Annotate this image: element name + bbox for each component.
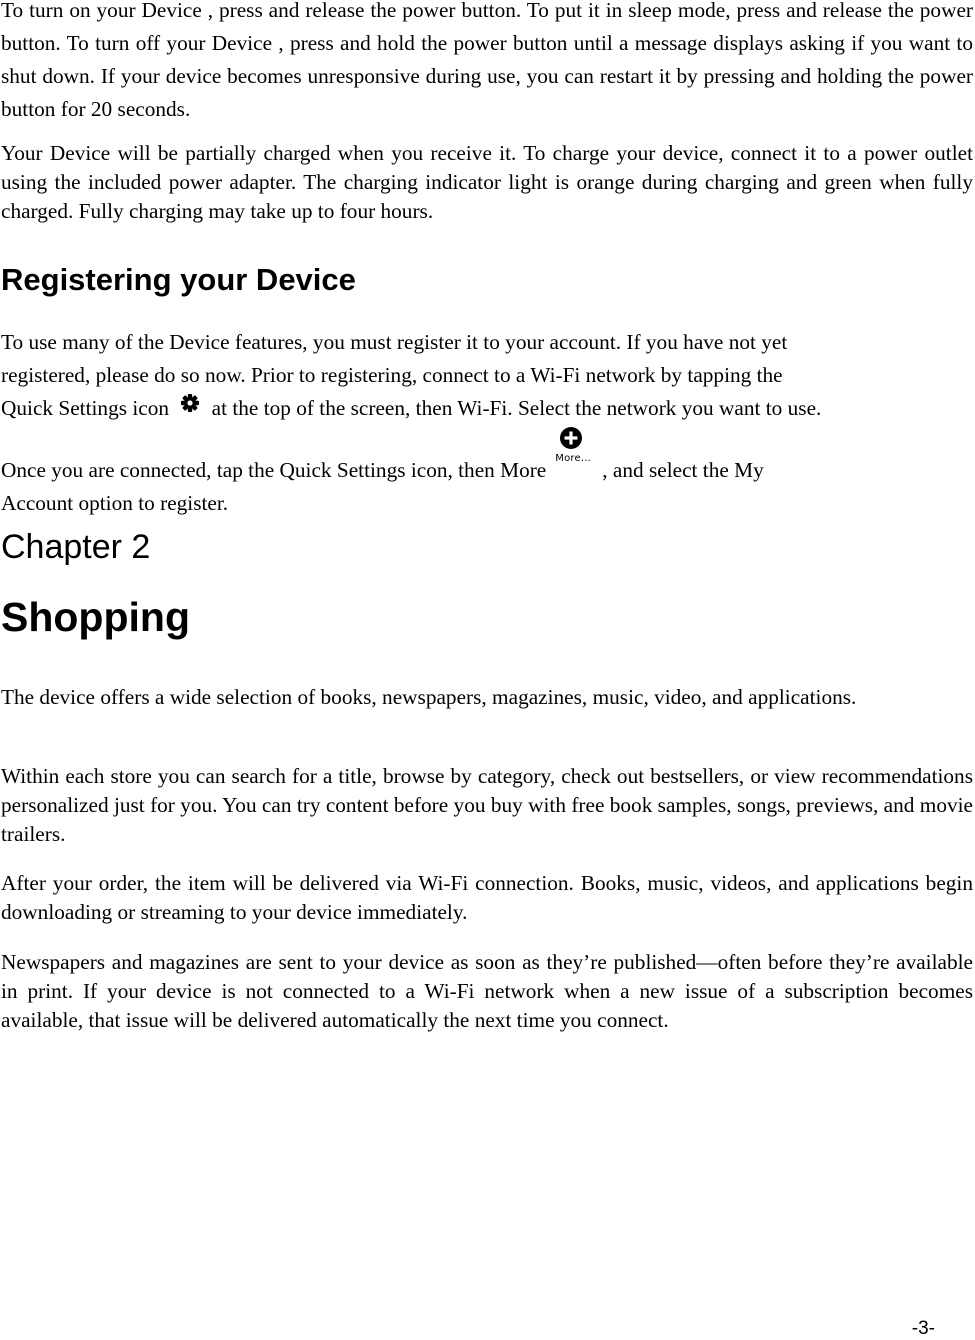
registering-line-3-end: at the top of the screen, then Wi-Fi. Select the network you want to use. [211,396,822,420]
registering-paragraph [1,326,973,425]
registering-line-1: To use many of the Device features, you must register it to your account. If you have not yet [1,330,788,354]
shopping-paragraph-3: After your order, the item will be delivered via Wi-Fi connection. Books, music, videos, and applications begin downloading or streaming to your device immediately. [1,871,973,924]
registering-line-2: registered, please do so now. Prior to registering, connect to a Wi-Fi network by tapping the [1,363,783,387]
connected-line-1-start: Once you are connected, tap the Quick Settings icon, then More [1,458,547,482]
power-button-paragraph: To turn on your Device , press and release the power button. To put it in sleep mode, press and release the power button. To turn off your Device , press and hold the power button until a message displays asking if you want to shut down. If your device becomes unresponsive during use, you can restart it by pressing and holding the power button for 20 seconds. [1,0,973,121]
registering-line-3-start: Quick Settings icon [1,396,169,420]
shopping-paragraph-2: Within each store you can search for a title, browse by category, check out bestsellers, or view recommendations personalized just for you. You can try content before you buy with free book samples, songs, previews, and movie trailers. [1,764,973,846]
connected-line-2: Account option to register. [1,491,229,515]
chapter-title: Shopping [1,594,191,640]
quick-settings-gear-icon [178,392,202,416]
connected-paragraph [1,446,973,520]
connected-line-1-end: , and select the My [602,458,764,482]
page-number: -3- [911,1318,935,1339]
charging-paragraph: Your Device will be partially charged when you receive it. To charge your device, connect it to a power outlet using the included power adapter. The charging indicator light is orange during charging and green when fully charged. Fully charging may take up to four hours. [1,141,973,223]
shopping-paragraph-1: The device offers a wide selection of books, newspapers, magazines, music, video, and applications. [1,685,857,709]
more-icon [550,446,602,479]
shopping-paragraph-4: Newspapers and magazines are sent to your device as soon as they’re published—often before they’re available in print. If your device is not connected to a Wi-Fi network when a new issue of a subscription becomes available, that issue will be delivered automatically the next time you connect. [1,950,973,1032]
registering-heading: Registering your Device [1,262,356,297]
chapter-label: Chapter 2 [1,528,151,566]
more-icon-label: More… [555,453,592,464]
